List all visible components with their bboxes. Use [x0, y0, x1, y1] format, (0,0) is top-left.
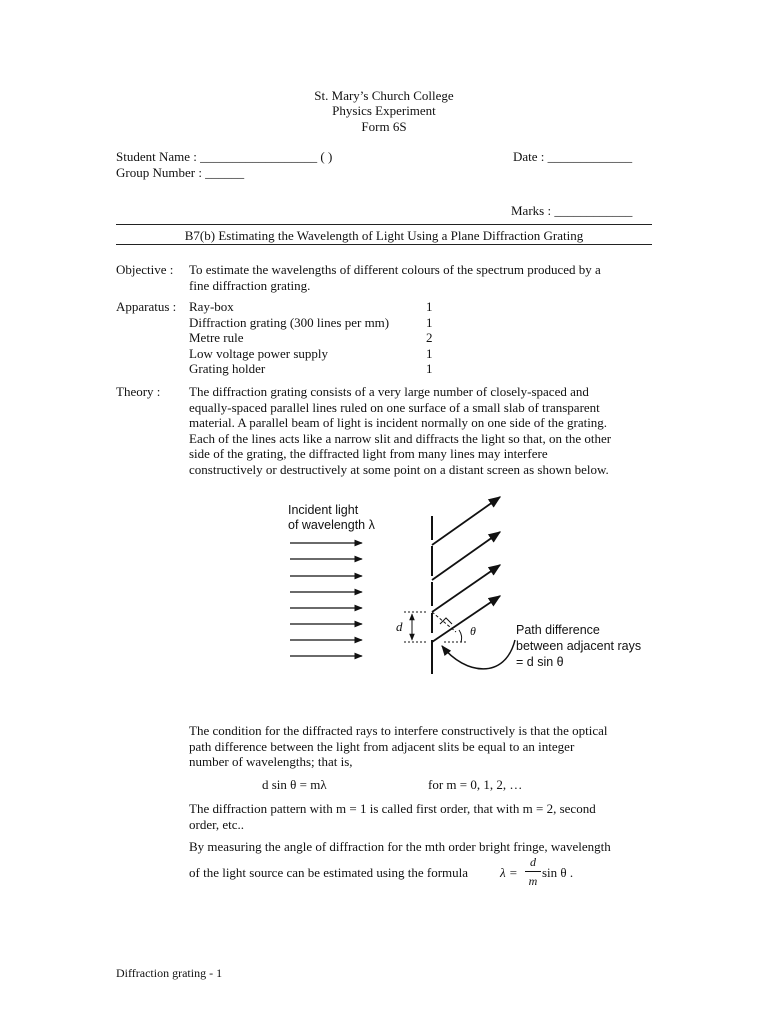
apparatus-item: Ray-box — [189, 299, 234, 314]
apparatus-item: Low voltage power supply — [189, 346, 329, 361]
path-difference-line1: Path difference — [516, 623, 600, 637]
objective-text: To estimate the wavelengths of different colours of the spectrum produced by a fine diffraction grating. — [189, 262, 601, 293]
formula-lhs: λ = — [500, 865, 518, 880]
formula-denominator: m — [528, 874, 538, 888]
measure-line2: of the light source can be estimated using the formula — [189, 865, 469, 880]
apparatus-item: Diffraction grating (300 lines per mm) — [189, 315, 390, 330]
d-marker — [404, 612, 428, 642]
form-class: Form 6S — [361, 119, 407, 134]
path-difference-line2: between adjacent rays — [516, 639, 642, 653]
apparatus-qty: 1 — [426, 361, 433, 376]
theta-label: θ — [470, 624, 476, 638]
d-label: d — [396, 619, 403, 634]
apparatus-item: Grating holder — [189, 361, 266, 376]
date-field: Date : _____________ — [513, 149, 633, 164]
theory-text: The diffraction grating consists of a very large number of closely-spaced and equally-spaced parallel lines ruled on one surface of a small slab of transparent material. A parallel beam of light is incident normally on one side of the grating. Each of the lines acts like a narrow slit and diffracts the light so that, on the other side of the grating, the diffracted light from many lines may interfere constructively or destructively at some point on a distant screen as shown below. — [189, 384, 612, 477]
marks-field: Marks : ____________ — [511, 203, 633, 218]
objective-label: Objective : — [116, 262, 174, 277]
apparatus-label: Apparatus : — [116, 299, 177, 314]
group-number-field: Group Number : ______ — [116, 165, 245, 180]
equation-note: for m = 0, 1, 2, … — [428, 777, 523, 792]
apparatus-qty: 2 — [426, 330, 433, 345]
path-difference-line3: = d sin θ — [516, 655, 564, 669]
theory-label: Theory : — [116, 384, 161, 399]
path-difference-arrow — [442, 640, 515, 669]
formula-numerator: d — [530, 855, 536, 869]
school-name: St. Mary’s Church College — [314, 88, 454, 103]
incident-rays — [290, 543, 362, 656]
fraction-bar — [525, 871, 541, 872]
equation: d sin θ = mλ — [262, 777, 327, 792]
student-name-field: Student Name : __________________ ( ) — [116, 149, 333, 164]
diffracted-rays — [432, 497, 500, 642]
incident-label-line2: of wavelength λ — [288, 518, 375, 532]
incident-label-line1: Incident light — [288, 503, 359, 517]
apparatus-qty: 1 — [426, 315, 433, 330]
apparatus-qty: 1 — [426, 346, 433, 361]
condition-text: The condition for the diffracted rays to interfere constructively is that the optical path difference between the light from adjacent slits be equal to an integer number of wavelengths; that is, — [189, 723, 608, 770]
subject: Physics Experiment — [332, 103, 436, 118]
apparatus-item: Metre rule — [189, 330, 244, 345]
formula-rhs: sin θ . — [542, 865, 574, 880]
experiment-title: B7(b) Estimating the Wavelength of Light Using a Plane Diffraction Grating — [184, 228, 584, 243]
apparatus-qty: 1 — [426, 299, 433, 314]
orders-text: The diffraction pattern with m = 1 is called first order, that with m = 2, second order, etc.. — [189, 801, 596, 832]
measure-line1: By measuring the angle of diffraction for the mth order bright fringe, wavelength — [189, 839, 611, 854]
page-footer: Diffraction grating - 1 — [116, 966, 223, 980]
